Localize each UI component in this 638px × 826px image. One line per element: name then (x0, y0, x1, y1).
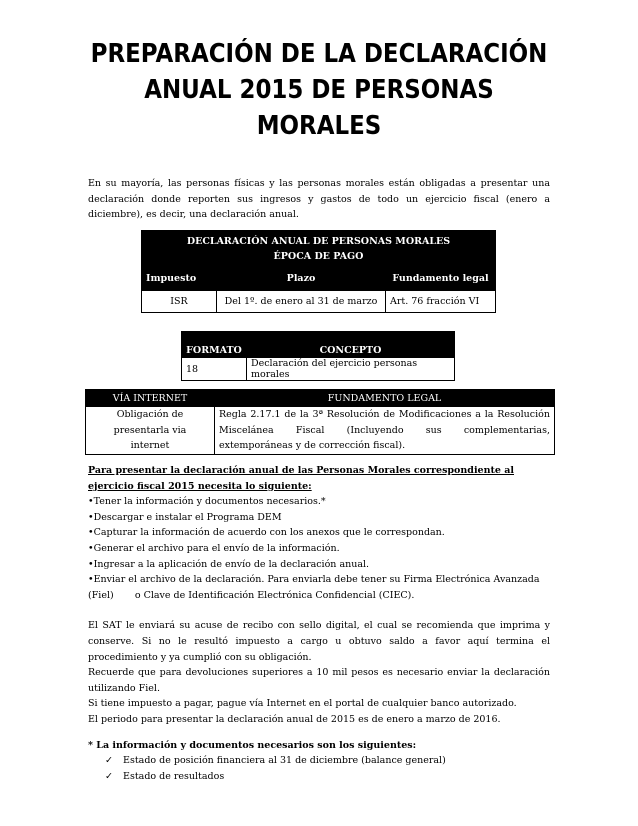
table3-col-via: VÍA INTERNET (86, 390, 215, 407)
docs-item (88, 753, 550, 769)
step-item: •Tener la información y documentos necesarios.* (88, 496, 326, 508)
internet-table (85, 389, 555, 455)
steps-heading: Para presentar la declaración anual de las Personas Morales correspondiente al ejercicio fiscal 2015 necesita lo siguiente: (88, 465, 515, 492)
step-item: •Descargar e instalar el Programa DEM (88, 511, 282, 523)
table2-concepto-value: Declaración del ejercicio personas morales (247, 358, 455, 381)
table2-col-formato: FORMATO (182, 332, 247, 358)
format-table (181, 331, 455, 381)
table2-formato-value: 18 (182, 358, 247, 381)
table1-header-line2: ÉPOCA DE PAGO (273, 250, 364, 262)
title-line-1: PREPARACIÓN DE LA DECLARACIÓN (90, 39, 548, 69)
step-item: •Ingresar a la aplicación de envío de la declaración anual. (88, 558, 370, 570)
table3-via-value: Obligación de presentarla via internet (86, 407, 215, 455)
title-line-2: ANUAL 2015 DE PERSONAS (144, 75, 494, 105)
paragraph-periodo: El periodo para presentar la declaración anual de 2015 es de enero a marzo de 2016. (88, 713, 501, 725)
table1-col-plazo: Plazo (217, 267, 386, 291)
table1-plazo-value: Del 1º. de enero al 31 de marzo (217, 291, 386, 313)
checkmark-icon: ✓ (105, 770, 113, 782)
document-body (88, 463, 550, 784)
table1-fundamento-value: Art. 76 fracción VI (386, 291, 496, 313)
step-item: •Capturar la información de acuerdo con los anexos que le correspondan. (88, 527, 445, 539)
paragraph-devoluciones: Recuerde que para devoluciones superiores a 10 mil pesos es necesario enviar la declaración utilizando Fiel. (88, 667, 550, 694)
table1-col-impuesto: Impuesto (142, 267, 217, 291)
paragraph-pago: Si tiene impuesto a pagar, pague vía Internet en el portal de cualquier banco autorizado. (88, 698, 517, 710)
docs-heading: * La información y documentos necesarios son los siguientes: (88, 739, 417, 751)
docs-item-label: Estado de posición financiera al 31 de diciembre (balance general) (123, 755, 446, 767)
step-item: •Enviar el archivo de la declaración. Para enviarla debe tener su Firma Electrónica Avanzada (Fiel) o Clave de Identificación Electrónica Confidencial (CIEC). (88, 574, 543, 601)
table1-header-line1: DECLARACIÓN ANUAL DE PERSONAS MORALES (186, 235, 451, 247)
paragraph-acuse: El SAT le enviará su acuse de recibo con sello digital, el cual se recomienda que imprima y conserve. Si no le resultó impuesto a cargo u obtuvo saldo a favor aquí termina el procedimiento y ya cumplió con su obligación. (88, 620, 550, 663)
step-item: •Generar el archivo para el envío de la información. (88, 542, 340, 554)
checkmark-icon: ✓ (105, 755, 113, 767)
table1-header (142, 231, 496, 267)
docs-item (88, 769, 550, 785)
payment-period-table (141, 230, 496, 313)
table2-col-concepto: CONCEPTO (247, 332, 455, 358)
docs-item-label: Estado de resultados (123, 770, 225, 782)
table3-col-fundamento: FUNDAMENTO LEGAL (215, 390, 555, 407)
intro-paragraph: En su mayoría, las personas físicas y las personas morales están obligadas a presentar una declaración donde reporten sus ingresos y gastos de todo un ejercicio fiscal (enero a diciembre), es decir, una declaración anual. (88, 178, 550, 220)
title-line-3: MORALES (256, 111, 382, 141)
page-title (86, 36, 552, 144)
table1-impuesto-value: ISR (142, 291, 217, 313)
table3-fundamento-value: Regla 2.17.1 de la 3ª Resolución de Modificaciones a la Resolución Miscelánea Fiscal (Incluyendo sus complementarias, extemporáneas y de corrección fiscal). (215, 407, 555, 455)
table1-col-fundamento: Fundamento legal (386, 267, 496, 291)
